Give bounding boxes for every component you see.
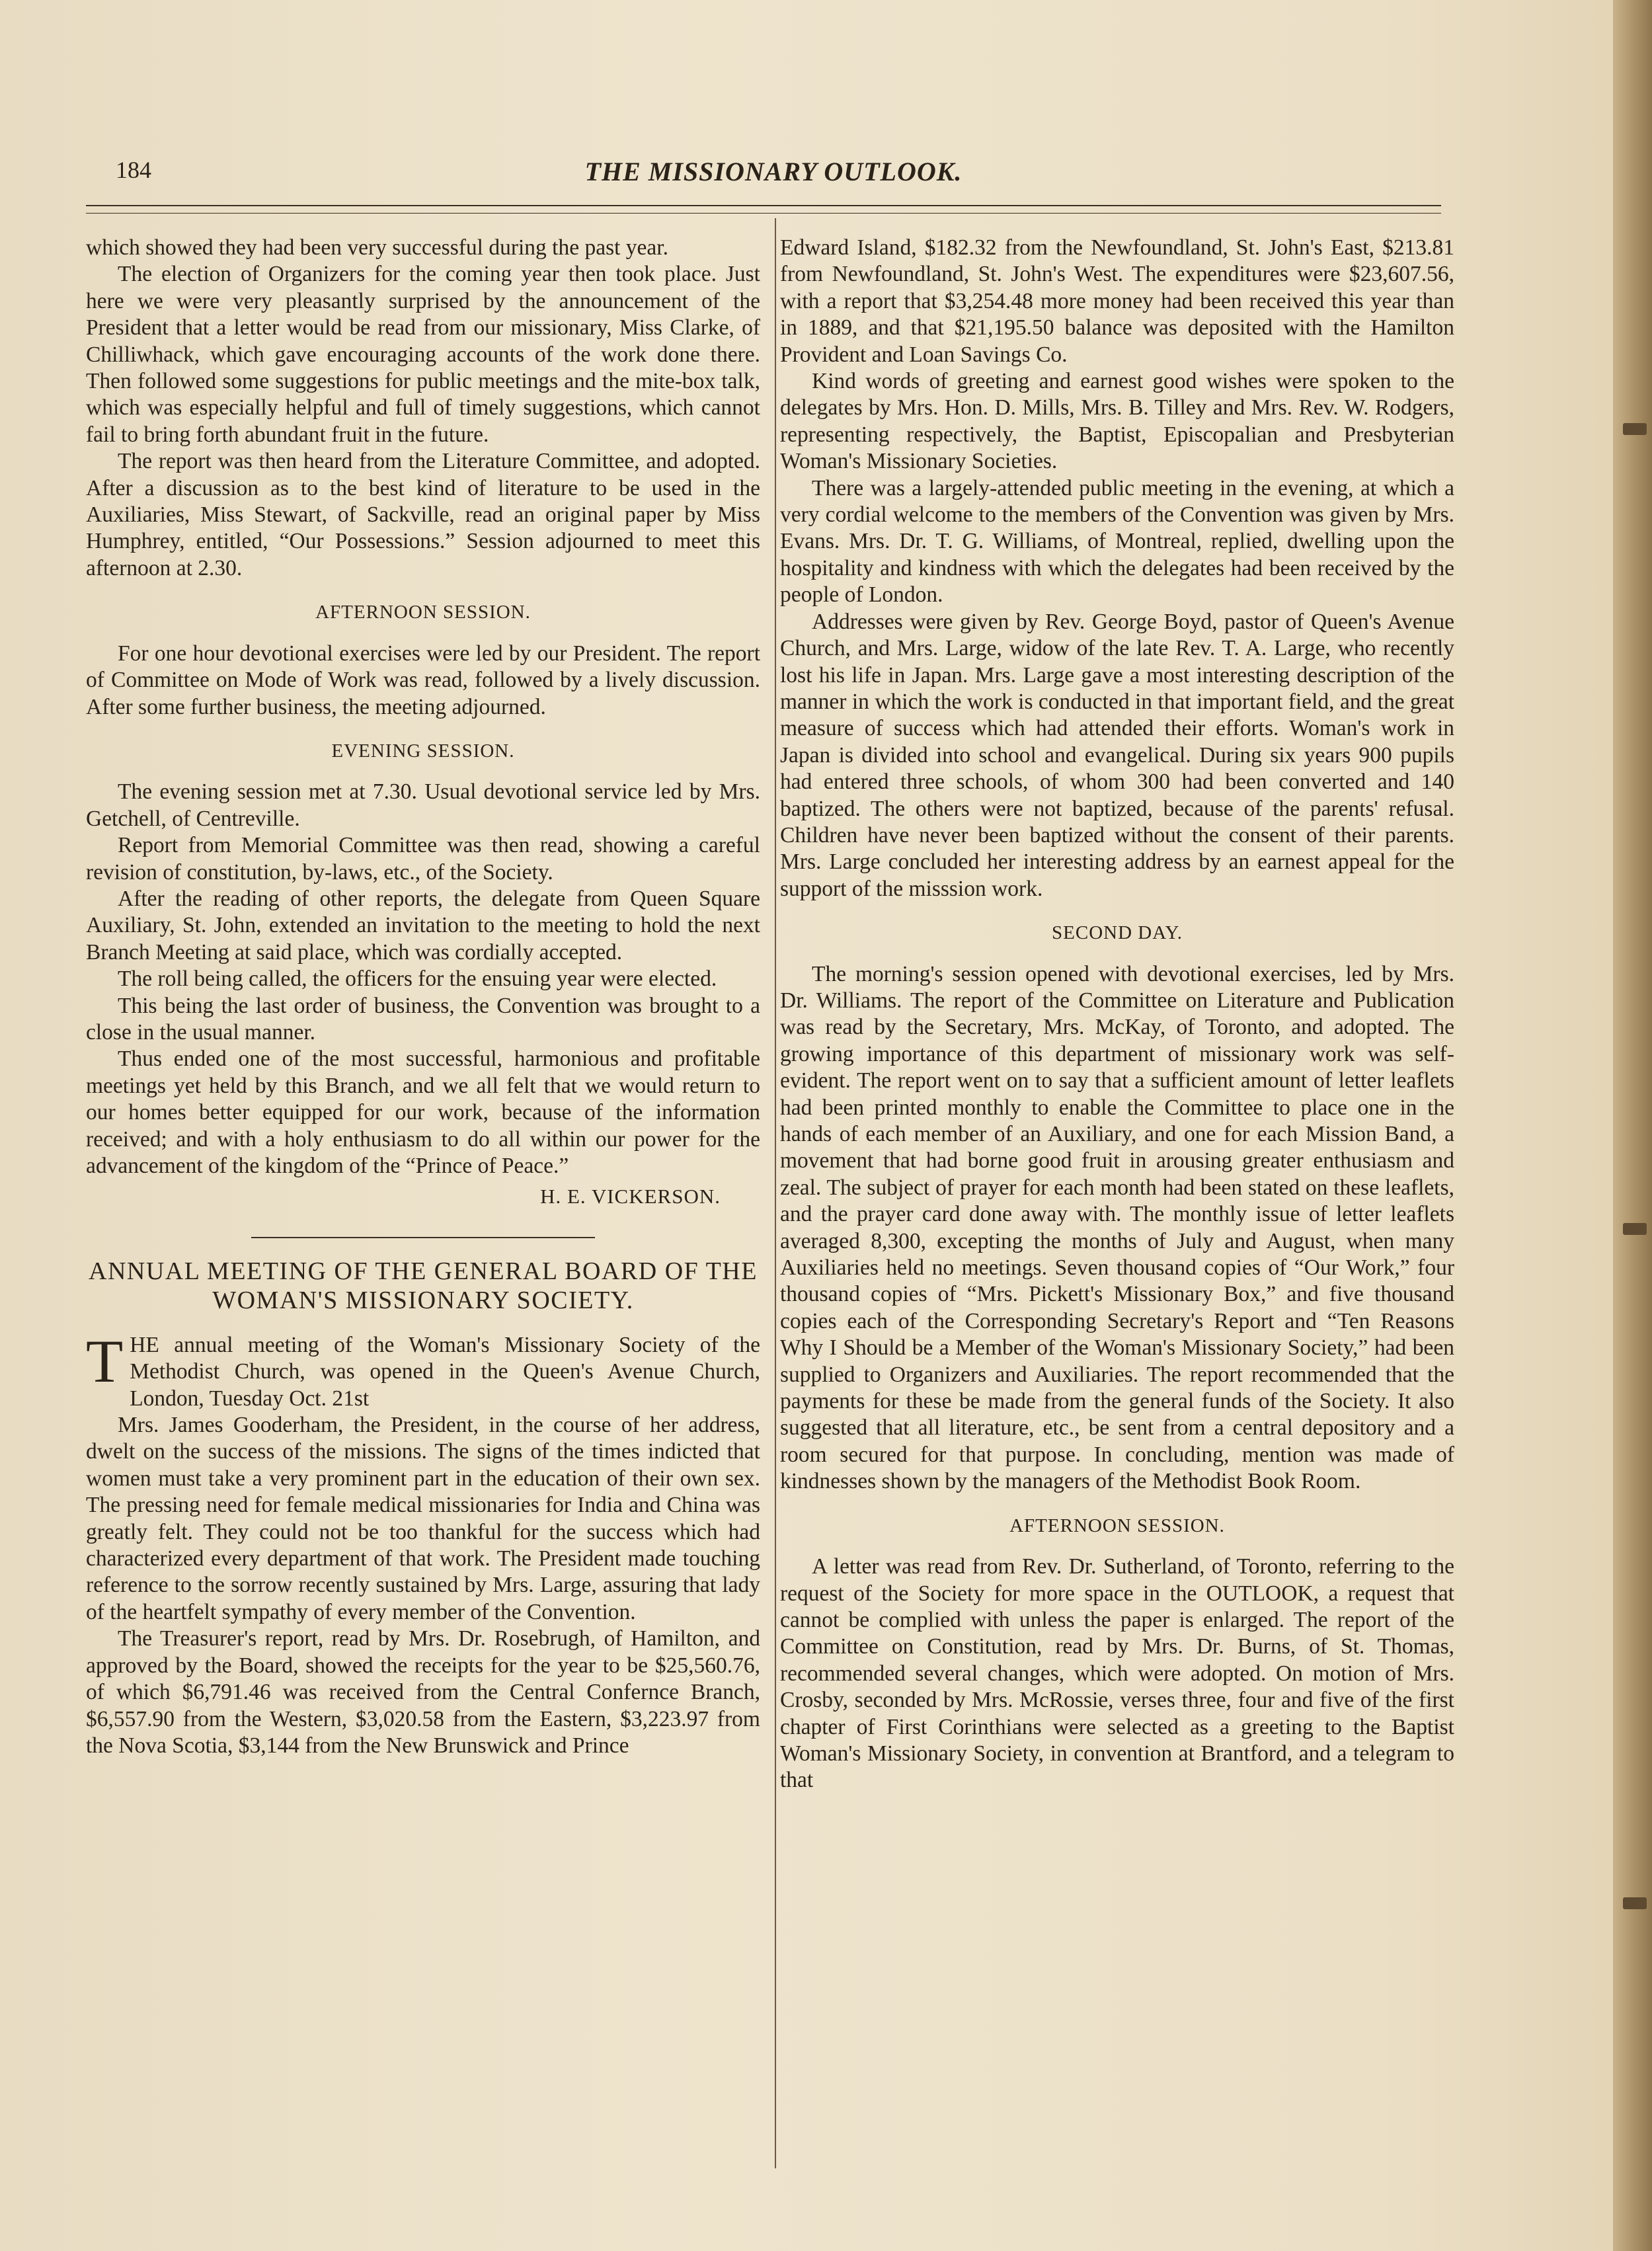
opening-paragraph [86, 1327, 760, 1412]
paragraph: Edward Island, $182.32 from the Newfoundland, St. John's East, $213.81 from Newfoundland, St. John's West. The expenditures were $23,607.56, with a report that $3,254.48 more money had been received this year than in 1889, and that $21,195.50 balance was deposited with the Hamilton Provident and Loan Savings Co. [780, 235, 1454, 367]
paragraph: The roll being called, the officers for the ensuing year were elected. [118, 967, 717, 992]
section-heading-afternoon: AFTERNOON SESSION. [315, 602, 531, 623]
section-heading-evening: EVENING SESSION. [331, 740, 515, 762]
column-divider [775, 218, 776, 2168]
binding-thread [1623, 423, 1647, 435]
article-separator [251, 1237, 595, 1238]
paragraph: Kind words of greeting and earnest good wishes were spoken to the delegates by Mrs. Hon. D. Mills, Mrs. B. Tilley and Mrs. Rev. W. Rodgers, representing respectively, the Baptist, Episcopalian and Presbyterian Woman's Missionary Societies. [780, 369, 1454, 474]
left-column [86, 235, 760, 1759]
section-heading-afternoon: AFTERNOON SESSION. [1009, 1515, 1225, 1536]
page-header [86, 151, 1461, 190]
paragraph: Report from Memorial Committee was then read, showing a careful revision of constitution, by-laws, etc., of the Society. [86, 833, 760, 885]
right-column [780, 235, 1454, 1794]
drop-cap: T [86, 1327, 124, 1395]
binding-thread [1623, 1897, 1647, 1909]
binding-edge [1613, 0, 1652, 2251]
header-rule-thin [86, 213, 1441, 214]
paragraph: Mrs. James Gooderham, the President, in the course of her address, dwelt on the success of the missions. The signs of the times indicted that women must take a very prominent part in the education of their own sex. The pressing need for female medical missionaries for India and China was greatly felt. They could not be too thankful for the success which had characterized every department of that work. The President made touching reference to the sorrow recently sustained by Mrs. Large, assuring that lady of the heartfelt sympathy of every member of the Convention. [86, 1413, 760, 1624]
paragraph: The Treasurer's report, read by Mrs. Dr. Rosebrugh, of Hamilton, and approved by the Board, showed the receipts for the year to be $25,560.76, of which $6,791.46 was received from the Central Confernce Branch, $6,557.90 from the Western, $3,020.58 from the Eastern, $3,223.97 from the Nova Scotia, $3,144 from the New Brunswick and Prince [86, 1626, 760, 1758]
paragraph: Addresses were given by Rev. George Boyd, pastor of Queen's Avenue Church, and Mrs. Large, widow of the late Rev. T. A. Large, who recently lost his life in Japan. Mrs. Large gave a most interesting description of the manner in which the work is conducted in that important field, and the great measure of success which had attended their efforts. Woman's work in Japan is divided into school and evangelical. During six years 900 pupils had entered three schools, of whom 300 had been converted and 140 baptized. The others were not baptized, because of the parents' refusal. Children have never been baptized without the consent of their parents. Mrs. Large concluded her interesting address by an earnest appeal for the support of the misssion work. [780, 609, 1454, 901]
paragraph: The election of Organizers for the coming year then took place. Just here we were very pleasantly surprised by the announcement of the President that a letter would be read from our missionary, Miss Clarke, of Chilliwhack, which gave encouraging accounts of the work done there. Then followed some suggestions for public meetings and the mite-box talk, which was especially helpful and full of timely suggestions, which cannot fail to bring forth abundant fruit in the future. [86, 262, 760, 447]
author-signature: H. E. VICKERSON. [540, 1185, 721, 1208]
binding-thread [1623, 1223, 1647, 1235]
opening-text: HE annual meeting of the Woman's Missionary Society of the Methodist Church, was opened in the Queen's Avenue Church, London, Tuesday Oct. 21st [130, 1332, 760, 1411]
section-heading-second-day: SECOND DAY. [1052, 922, 1183, 944]
header-rule [86, 205, 1441, 206]
paragraph: This being the last order of business, the Convention was brought to a close in the usual manner. [86, 993, 760, 1045]
article-title: ANNUAL MEETING OF THE GENERAL BOARD OF THE WOMAN'S MISSIONARY SOCIETY. [89, 1257, 758, 1314]
running-title: THE MISSIONARY OUTLOOK. [584, 157, 963, 186]
paragraph: After the reading of other reports, the delegate from Queen Square Auxiliary, St. John, extended an invitation to the meeting to hold the next Branch Meeting at said place, which was cordially accepted. [86, 886, 760, 965]
paragraph: which showed they had been very successful during the past year. [86, 235, 668, 260]
paragraph: For one hour devotional exercises were led by our President. The report of Committee on Mode of Work was read, followed by a lively discussion. After some further business, the meeting adjourned. [86, 641, 760, 719]
page-number: 184 [116, 157, 151, 183]
paragraph: A letter was read from Rev. Dr. Sutherland, of Toronto, referring to the request of the Society for more space in the OUTLOOK, a request that cannot be complied with unless the paper is enlarged. The report of the Committee on Constitution, read by Mrs. Dr. Burns, of St. Thomas, recommended several changes, which were adopted. On motion of Mrs. Crosby, seconded by Mrs. McRossie, verses three, four and five of the first chapter of First Corinthians were selected as a greeting to the Baptist Woman's Missionary Society, in convention at Brantford, and a telegram to that [780, 1554, 1454, 1793]
paragraph: Thus ended one of the most successful, harmonious and profitable meetings yet held by this Branch, and we all felt that we would return to our homes better equipped for our work, because of the information received; and with a holy enthusiasm to do all within our power for the advancement of the kingdom of the “Prince of Peace.” [86, 1047, 760, 1178]
paragraph: The report was then heard from the Literature Committee, and adopted. After a discussion as to the best kind of literature to be used in the Auxiliaries, Miss Stewart, of Sackville, read an original paper by Miss Humphrey, entitled, “Our Possessions.” Session adjourned to meet this afternoon at 2.30. [86, 449, 760, 580]
paragraph: There was a largely-attended public meeting in the evening, at which a very cordial welcome to the members of the Convention was given by Mrs. Evans. Mrs. Dr. T. G. Williams, of Montreal, replied, dwelling upon the hospitality and kindness with which the delegates had been received by the people of London. [780, 475, 1454, 608]
paragraph: The morning's session opened with devotional exercises, led by Mrs. Dr. Williams. The report of the Committee on Literature and Publication was read by the Secretary, Mrs. McKay, of Toronto, and adopted. The growing importance of this department of missionary work was self-evident. The report went on to say that a sufficient amount of letter leaflets had been printed monthly to enable the Committee to place one in the hands of each member of an Auxiliary, and one for each Mission Band, a movement that had borne good fruit in arousing greater enthusiasm and zeal. The subject of prayer for each month had been stated on these leaflets, and the prayer card done away with. The monthly issue of letter leaflets averaged 8,300, excepting the months of July and August, when many Auxiliaries held no meetings. Seven thousand copies of “Our Work,” four thousand copies of “Mrs. Pickett's Missionary Box,” and five thousand copies each of the Corresponding Secretary's Report and “Ten Reasons Why I Should be a Member of the Woman's Missionary Society,” had been supplied to Organizers and Auxiliaries. The report recommended that the payments for these be made from the general funds of the Society. It also suggested that all literature, etc., be sent from a central depository and a room secured for that purpose. In concluding, mention was made of kindnesses shown by the managers of the Methodist Book Room. [780, 961, 1454, 1494]
paragraph: The evening session met at 7.30. Usual devotional service led by Mrs. Getchell, of Centreville. [86, 779, 760, 831]
